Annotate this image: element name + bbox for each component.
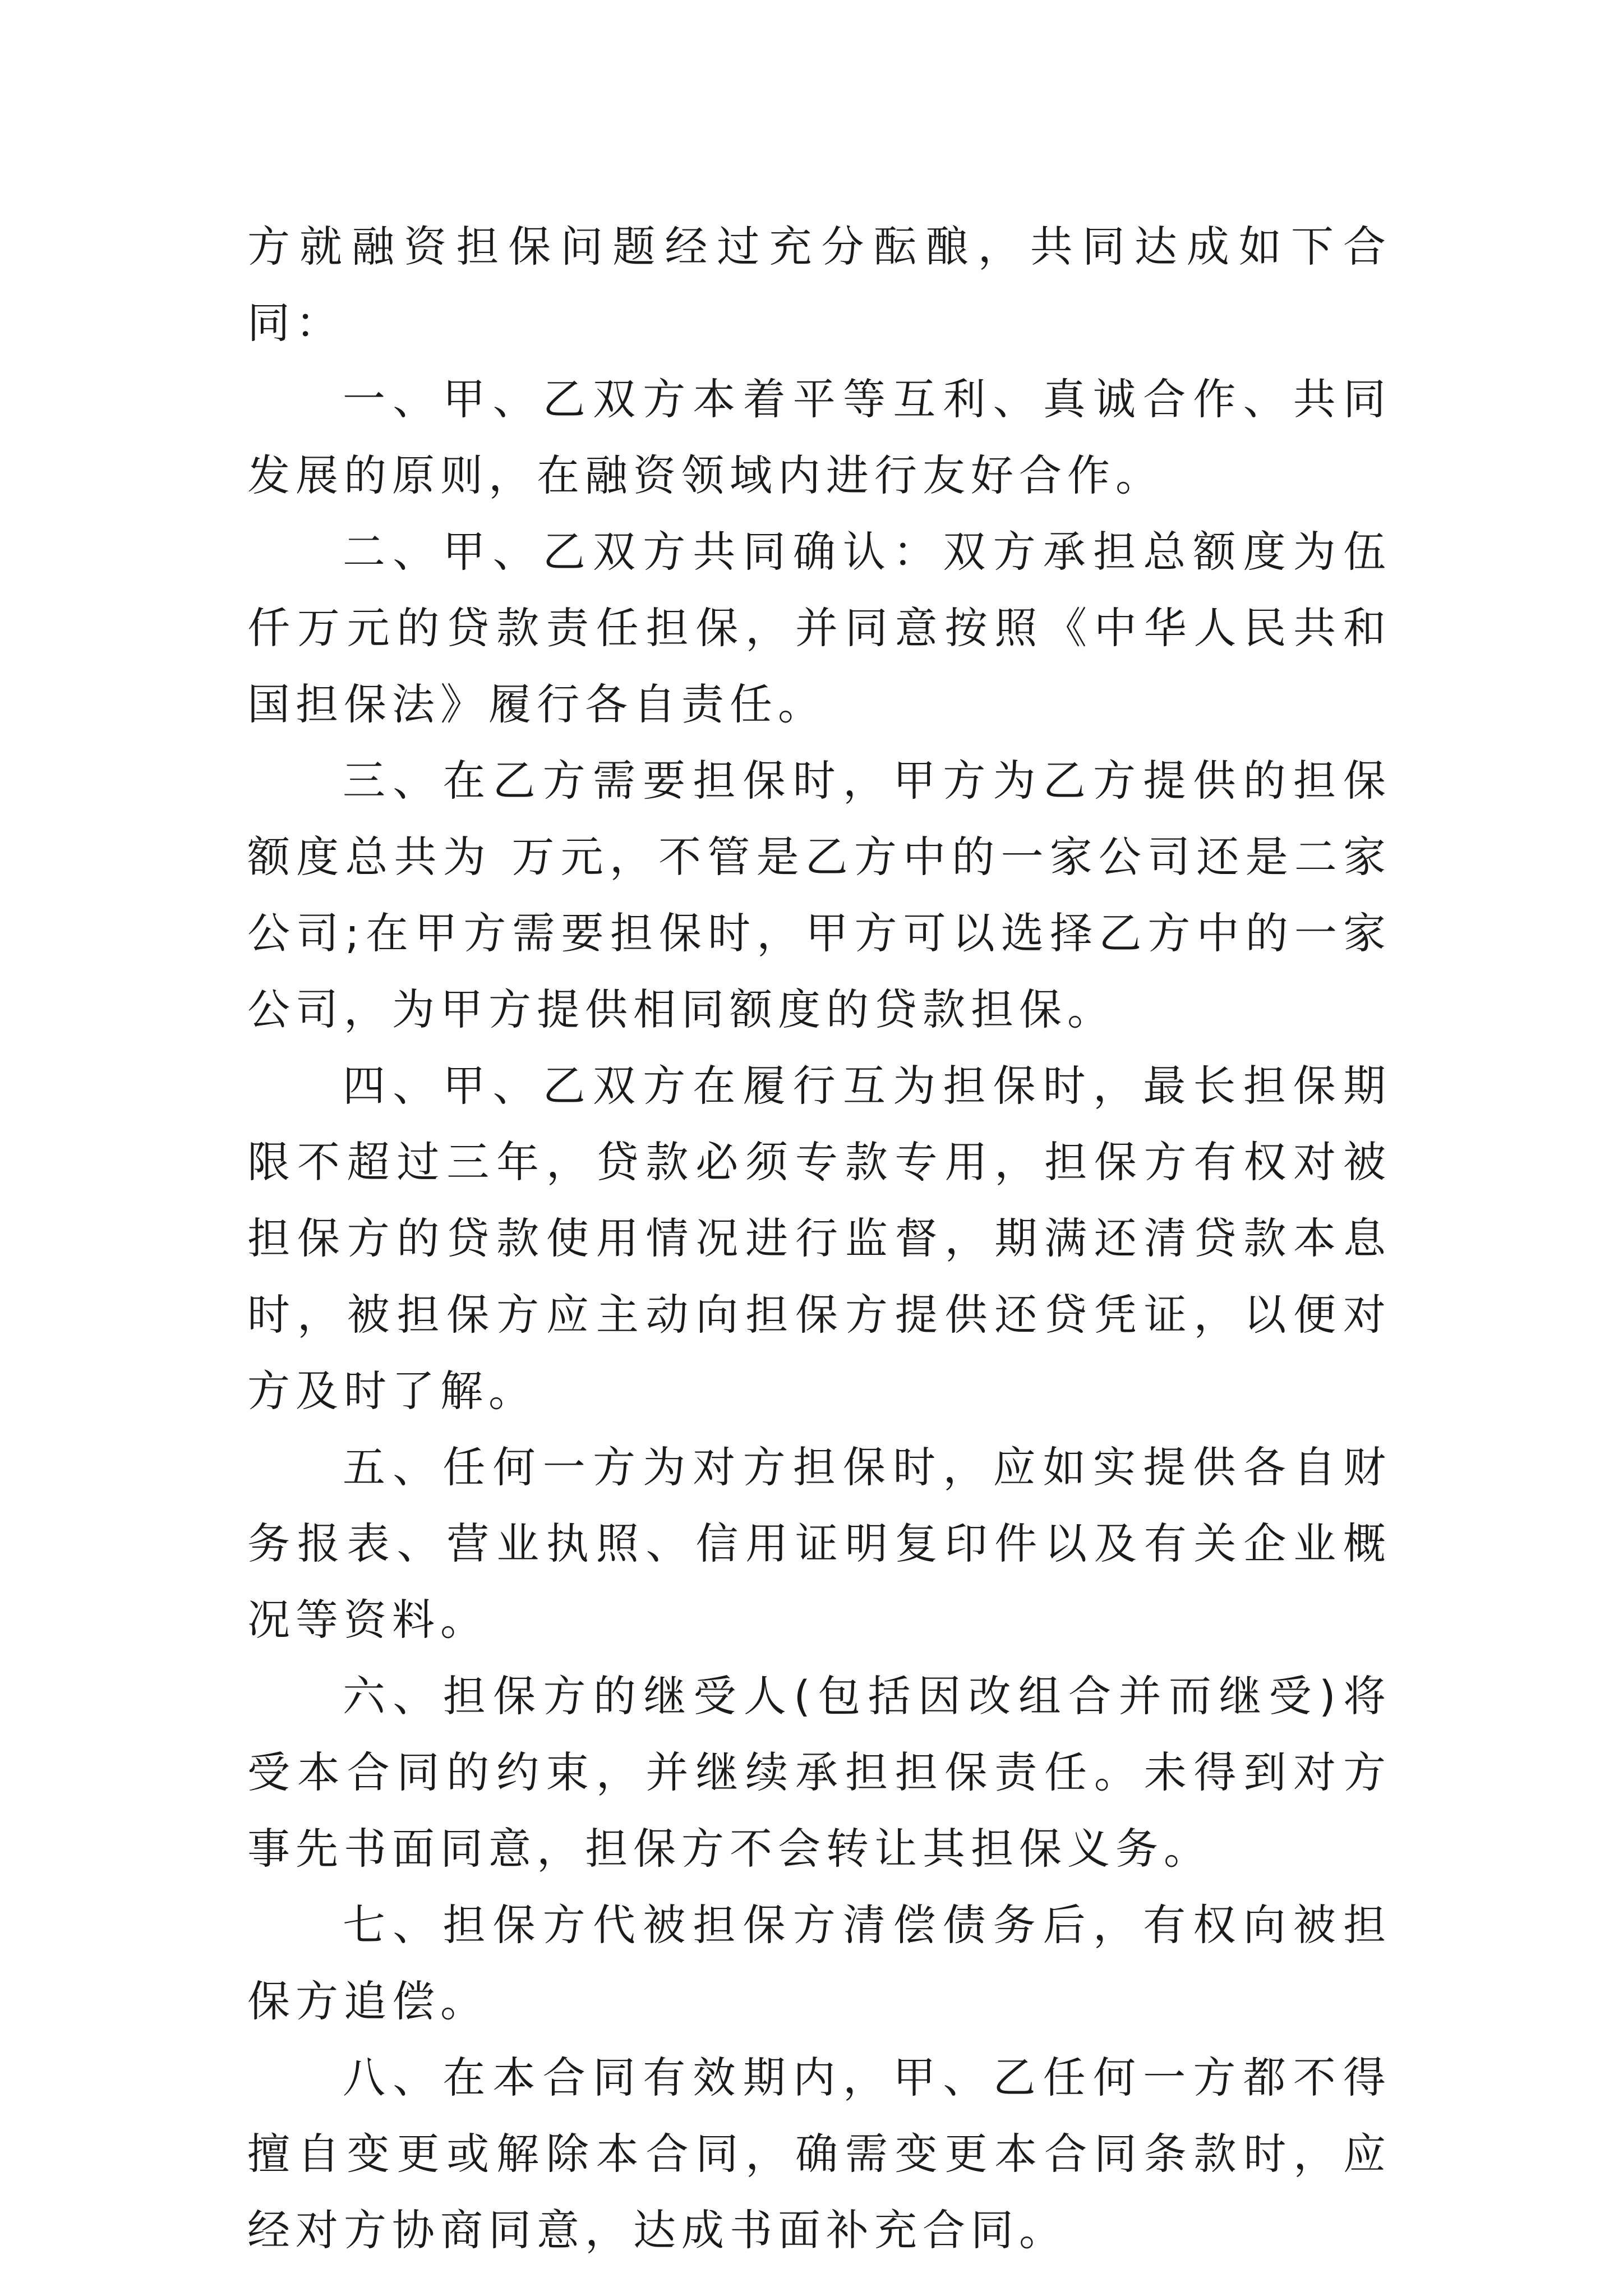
paragraph-clause-5: 五、任何一方为对方担保时，应如实提供各自财务报表、营业执照、信用证明复印件以及有关企业概况等资料。 (247, 1442, 1391, 1645)
paragraph-clause-2: 二、甲、乙双方共同确认：双方承担总额度为伍仟万元的贷款责任担保，并同意按照《中华人民共和国担保法》履行各自责任。 (247, 527, 1391, 729)
document-body (247, 209, 1391, 2269)
paragraph-intro: 方就融资担保问题经过充分酝酿，共同达成如下合同： (247, 222, 1391, 348)
paragraph-clause-3: 三、在乙方需要担保时，甲方为乙方提供的担保额度总共为 万元，不管是乙方中的一家公司还是二家公司;在甲方需要担保时，甲方可以选择乙方中的一家公司，为甲方提供相同额度的贷款担保。 (247, 756, 1391, 1034)
paragraph-clause-4: 四、甲、乙双方在履行互为担保时，最长担保期限不超过三年，贷款必须专款专用，担保方有权对被担保方的贷款使用情况进行监督，期满还清贷款本息时，被担保方应主动向担保方提供还贷凭证，以便对方及时了解。 (247, 1061, 1391, 1416)
paragraph-clause-8: 八、在本合同有效期内，甲、乙任何一方都不得擅自变更或解除本合同，确需变更本合同条款时，应经对方协商同意，达成书面补充合同。 (247, 2053, 1391, 2255)
paragraph-clause-1: 一、甲、乙双方本着平等互利、真诚合作、共同发展的原则，在融资领域内进行友好合作。 (247, 374, 1391, 500)
paragraph-clause-7: 七、担保方代被担保方清偿债务后，有权向被担保方追偿。 (247, 1900, 1391, 2026)
paragraph-clause-6: 六、担保方的继受人(包括因改组合并而继受)将受本合同的约束，并继续承担担保责任。未得到对方事先书面同意，担保方不会转让其担保义务。 (247, 1671, 1391, 1874)
